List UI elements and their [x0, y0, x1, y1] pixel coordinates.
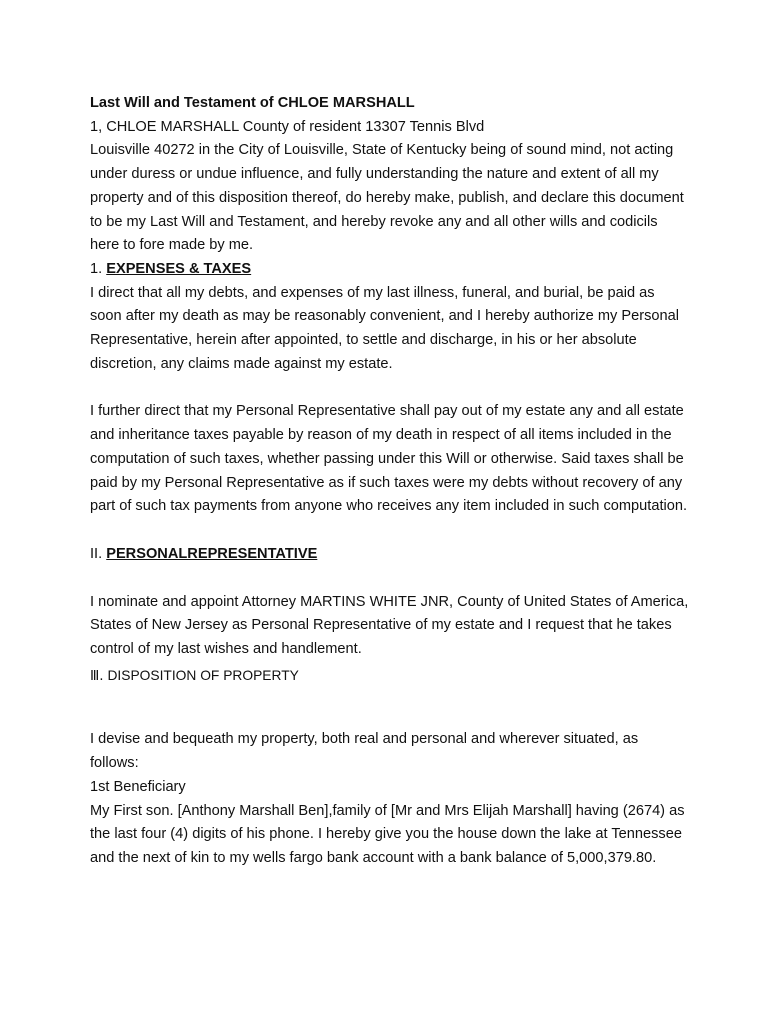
paragraph-spacer	[90, 376, 690, 400]
section-1-paragraph-2: I further direct that my Personal Representative shall pay out of my estate any and all estate and inheritance taxes payable by reason of my death in respect of all items included in the computation of such taxes, whether passing under this Will or otherwise. Said taxes shall be paid by my Personal Representative as if such taxes were my debts without recovery of any part of such tax payments from anyone who receives any item included in such computation.	[90, 403, 688, 515]
document-title: Last Will and Testament of CHLOE MARSHALL	[90, 95, 415, 111]
section-1-title: EXPENSES & TAXES	[106, 260, 252, 277]
section-2-heading	[90, 543, 690, 567]
section-1-paragraph-1: I direct that all my debts, and expenses of my last illness, funeral, and burial, be paid as soon after my death as may be reasonably convenient, and I hereby authorize my Personal Representative, herein after appointed, to settle and discharge, in his or her absolute discretion, any claims made against my estate.	[90, 284, 679, 372]
paragraph-spacer	[90, 567, 690, 591]
section-3-heading	[90, 664, 690, 689]
paragraph-spacer	[90, 519, 690, 543]
intro-paragraph: Louisville 40272 in the City of Louisville, State of Kentucky being of sound mind, not acting under duress or undue influence, and fully understanding the nature and extent of all my property and of this disposition thereof, do hereby make, publish, and declare this document to be my Last Will and Testament, and hereby revoke any and all other wills and codicils here to fore made by me.	[90, 142, 684, 254]
beneficiary-label: 1st Beneficiary	[90, 778, 186, 795]
section-2-paragraph-1: I nominate and appoint Attorney MARTINS WHITE JNR, County of United States of America, States of New Jersey as Personal Representative of my estate and I request that he takes control of my last wishes and handlement.	[90, 593, 689, 658]
section-3-title: DISPOSITION OF PROPERTY	[103, 667, 299, 683]
section-1-number: 1.	[90, 260, 107, 277]
beneficiary-paragraph: My First son. [Anthony Marshall Ben],family of [Mr and Mrs Elijah Marshall] having (2674) as the last four (4) digits of his phone. I hereby give you the house down the lake at Tennessee and the next of kin to my wells fargo bank account with a bank balance of 5,000,379.80.	[90, 802, 685, 866]
intro-first-line: 1, CHLOE MARSHALL County of resident 13307 Tennis Blvd	[90, 118, 485, 135]
section-3-paragraph-1: I devise and bequeath my property, both real and personal and wherever situated, as follows:	[90, 731, 639, 772]
section-3-number: Ⅲ.	[90, 667, 104, 684]
document-body	[90, 92, 690, 871]
paragraph-spacer	[90, 688, 690, 728]
section-2-number: II.	[90, 545, 107, 562]
section-2-title: PERSONALREPRESENTATIVE	[106, 545, 318, 562]
section-1-heading	[90, 258, 690, 282]
